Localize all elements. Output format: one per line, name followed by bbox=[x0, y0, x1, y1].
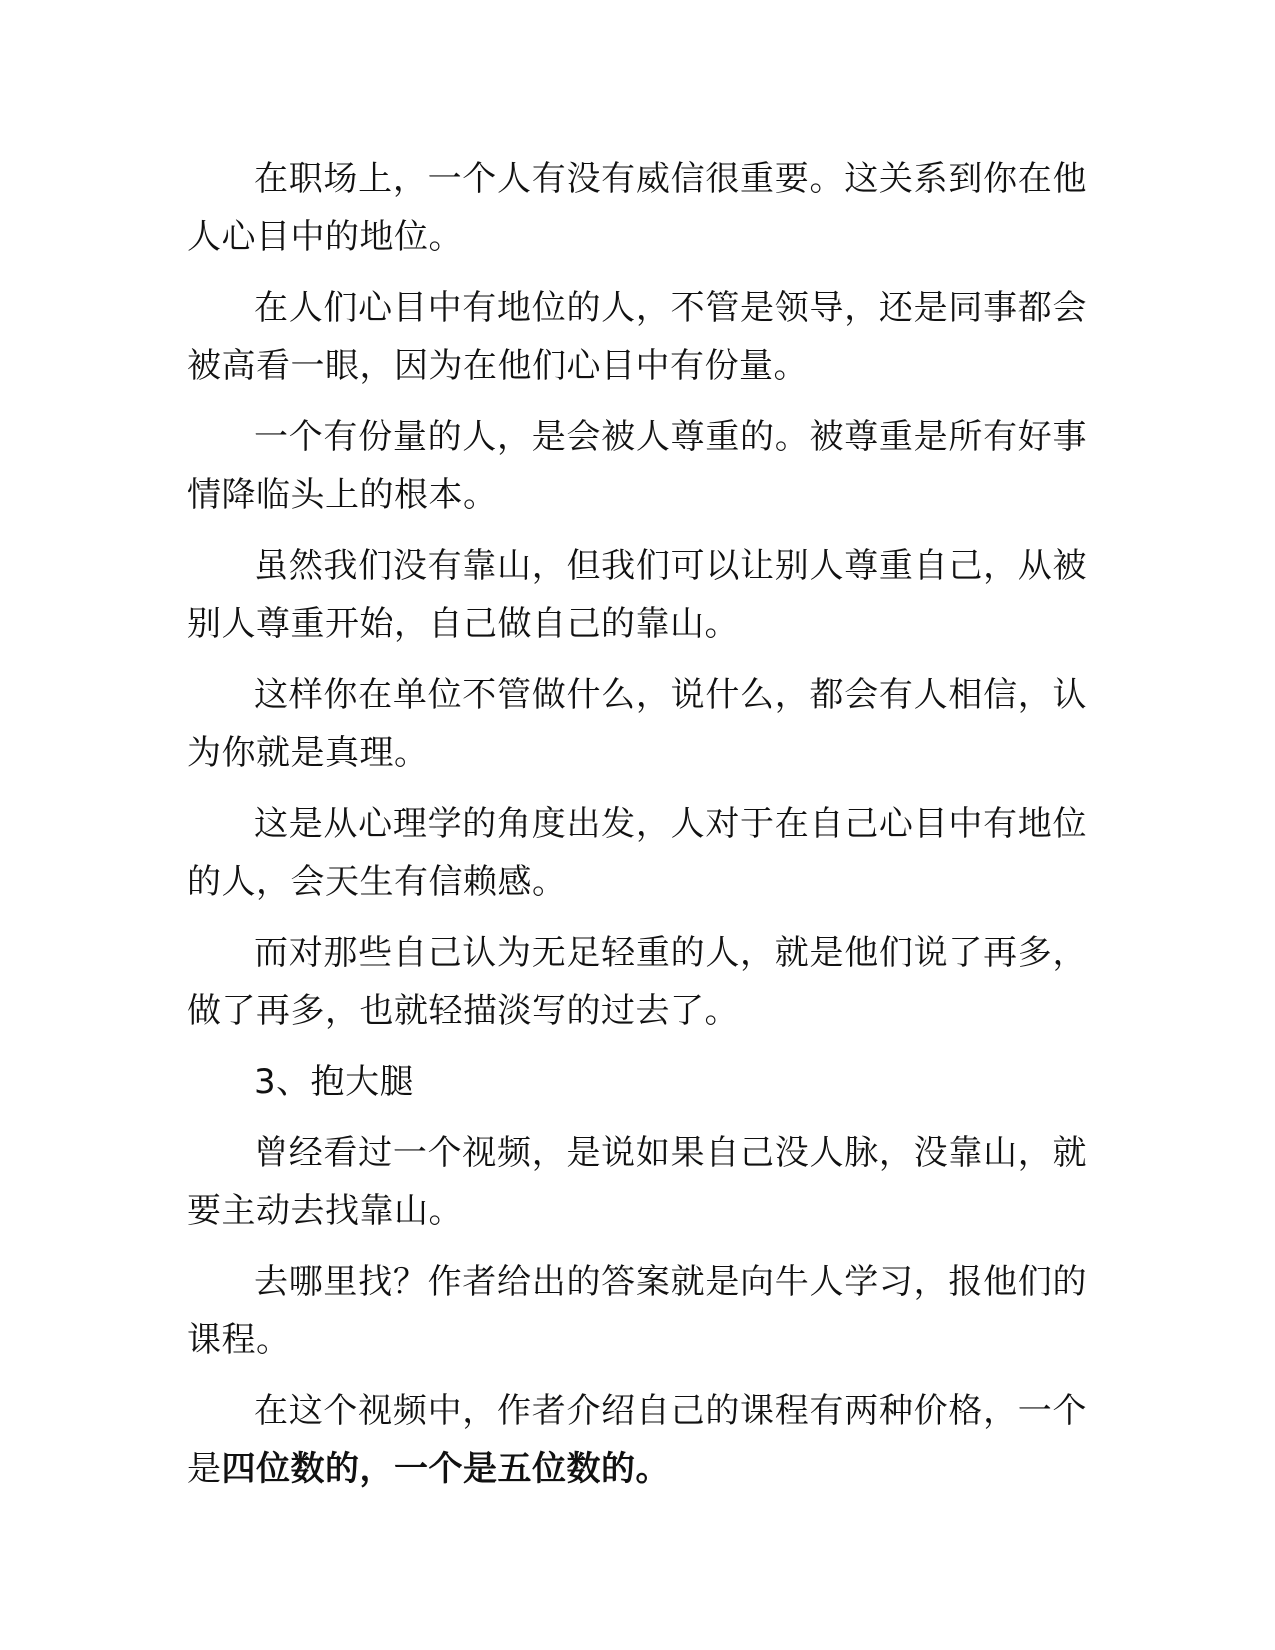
section-heading: 3、抱大腿 bbox=[254, 1062, 415, 1102]
last-paragraph-bold-text: 四位数的，一个是五位数的。 bbox=[221, 1449, 670, 1489]
paragraph: 一个有份量的人，是会被人尊重的。被尊重是所有好事情降临头上的根本。 bbox=[187, 417, 1087, 515]
last-paragraph-text: 在这个视频中，作者介绍自己的课程有两种价格，一个是 bbox=[187, 1391, 1087, 1489]
paragraph: 去哪里找？作者给出的答案就是向牛人学习，报他们的课程。 bbox=[187, 1262, 1087, 1360]
paragraph: 虽然我们没有靠山，但我们可以让别人尊重自己，从被别人尊重开始，自己做自己的靠山。 bbox=[187, 546, 1087, 644]
paragraph: 在职场上，一个人有没有威信很重要。这关系到你在他人心目中的地位。 bbox=[187, 159, 1087, 257]
paragraph: 这样你在单位不管做什么，说什么，都会有人相信，认为你就是真理。 bbox=[187, 675, 1087, 773]
paragraph: 而对那些自己认为无足轻重的人，就是他们说了再多，做了再多，也就轻描淡写的过去了。 bbox=[187, 933, 1087, 1031]
paragraph: 在人们心目中有地位的人，不管是领导，还是同事都会被高看一眼，因为在他们心目中有份量。 bbox=[187, 288, 1087, 386]
paragraph: 这是从心理学的角度出发，人对于在自己心目中有地位的人，会天生有信赖感。 bbox=[187, 804, 1087, 902]
document-body bbox=[187, 150, 1087, 1511]
last-paragraph bbox=[187, 1382, 1087, 1498]
paragraph: 曾经看过一个视频，是说如果自己没人脉，没靠山，就要主动去找靠山。 bbox=[187, 1133, 1087, 1231]
